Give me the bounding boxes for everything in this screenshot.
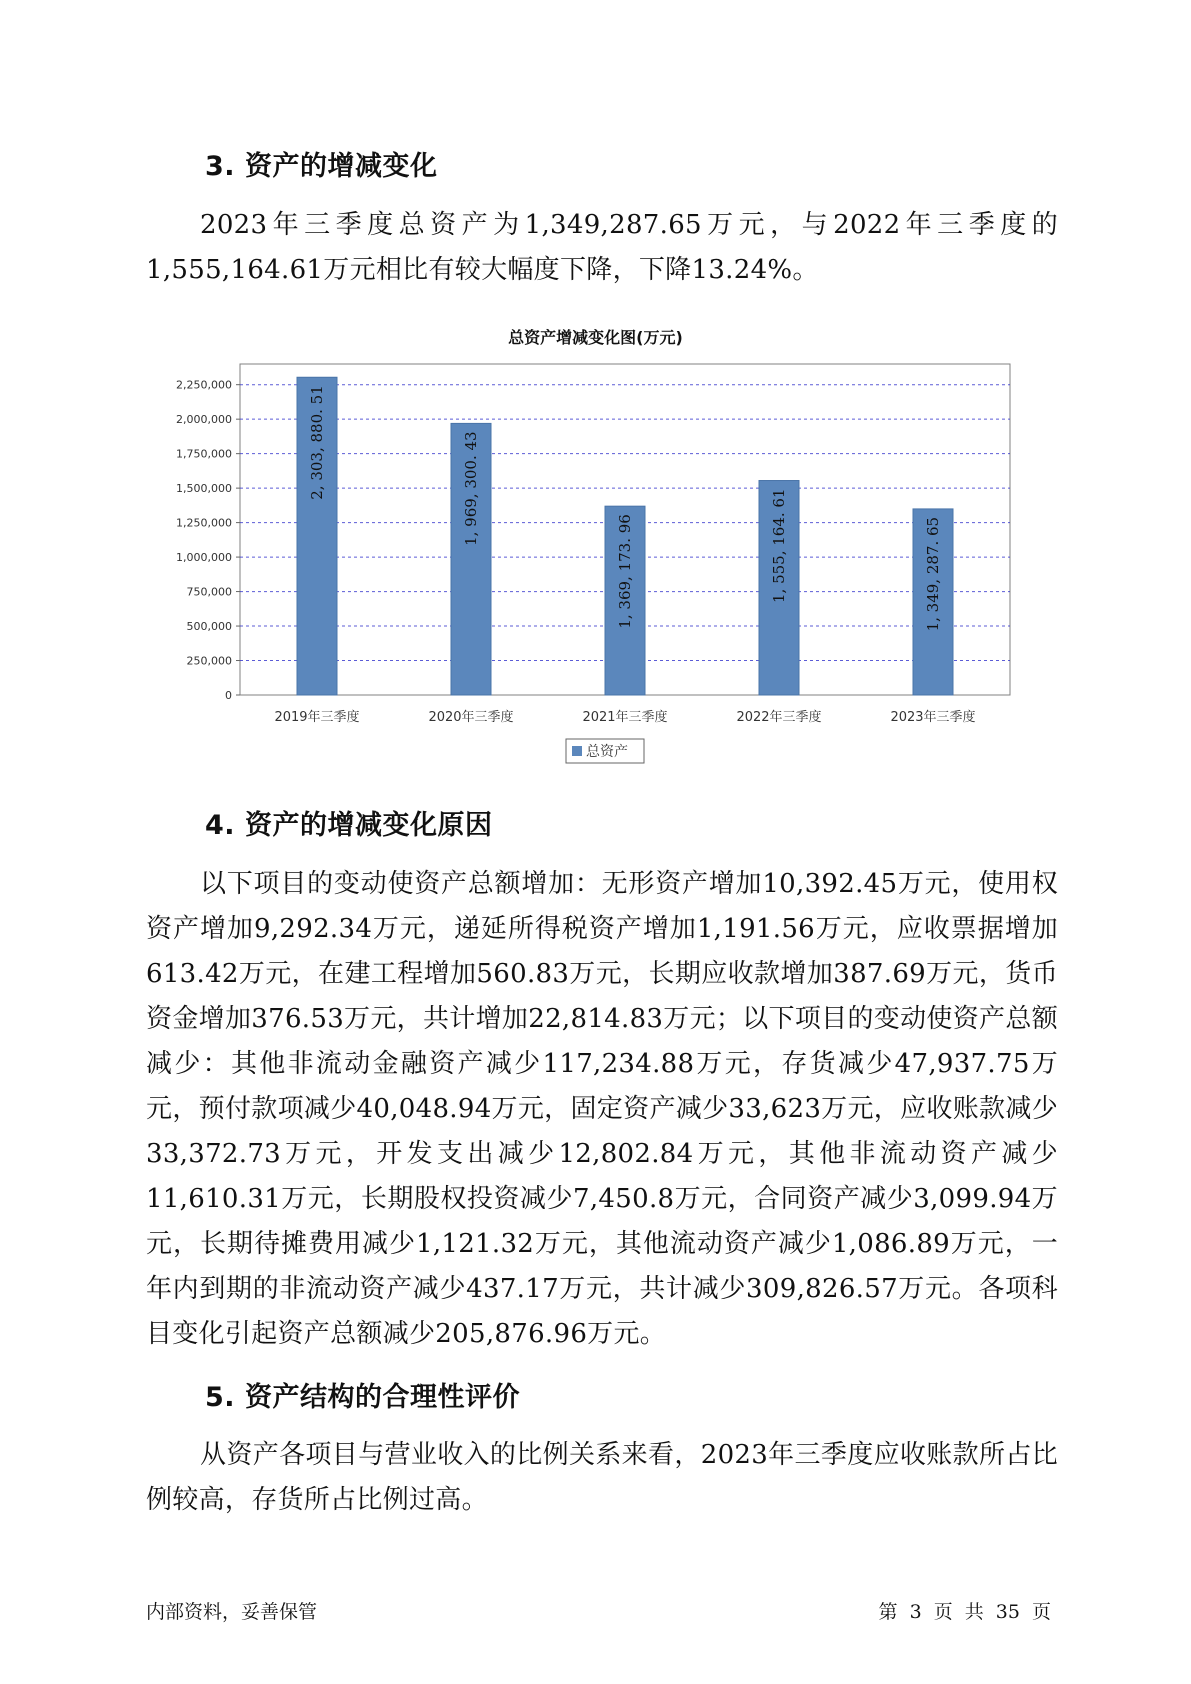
y-tick-label: 0 <box>225 689 232 702</box>
x-tick-label: 2023年三季度 <box>890 710 976 725</box>
y-tick-label: 1,750,000 <box>176 447 232 461</box>
section-5-paragraph: 从资产各项目与营业收入的比例关系来看，2023年三季度应收账款所占比例较高，存货所占比例过高。 <box>146 1440 1058 1515</box>
footer-page-number: 第 3 页 共 35 页 <box>878 1601 1051 1623</box>
bar-data-label: 1, 349, 287. 65 <box>924 516 942 632</box>
legend-label: 总资产 <box>586 744 628 760</box>
y-tick-label: 1,000,000 <box>176 551 232 565</box>
section-4-heading: 4. 资产的增减变化原因 <box>205 810 493 841</box>
y-tick-label: 2,250,000 <box>176 378 232 392</box>
x-tick-label: 2020年三季度 <box>428 710 514 725</box>
bar-data-label: 1, 969, 300. 43 <box>462 431 480 546</box>
chart-title: 总资产增减变化图(万元) <box>508 328 683 347</box>
y-tick-label: 500,000 <box>186 620 232 634</box>
x-tick-label: 2021年三季度 <box>582 710 668 725</box>
bar-data-label: 2, 303, 880. 51 <box>308 385 326 500</box>
section-4-paragraph: 以下项目的变动使资产总额增加：无形资产增加10,392.45万元，使用权资产增加9,292.34万元，递延所得税资产增加1,191.56万元，应收票据增加613.42万元，在建工程增加560.83万元，长期应收款增加387.69万元，货币资金增加376.53万元，共计增加22,814.83万元；以下项目的变动使资产总额减少：其他非流动金融资产减少117,234.88万元，存货减少47,937.75万元，预付款项减少40,048.94万元，固定资产减少33,623万元，应收账款减少33,372.73万元，开发支出减少12,802.84万元，其他非流动资产减少11,610.31万元，长期股权投资减少7,450.8万元，合同资产减少3,099.94万元，长期待摊费用减少1,121.32万元，其他流动资产减少1,086.89万元，一年内到期的非流动资产减少437.17万元，共计减少309,826.57万元。各项科目变化引起资产总额减少205,876.96万元。 <box>146 869 1058 1349</box>
x-tick-label: 2022年三季度 <box>736 710 822 725</box>
y-tick-label: 750,000 <box>186 585 232 599</box>
bar-data-label: 1, 555, 164. 61 <box>770 488 788 604</box>
section-5-heading: 5. 资产结构的合理性评价 <box>205 1382 520 1413</box>
y-tick-label: 2,000,000 <box>176 413 232 427</box>
y-tick-label: 1,500,000 <box>176 482 232 496</box>
footer-confidential-note: 内部资料，妥善保管 <box>146 1601 318 1623</box>
bar-data-label: 1, 369, 173. 96 <box>616 514 634 629</box>
y-tick-label: 1,250,000 <box>176 516 232 530</box>
section-3-paragraph: 2023年三季度总资产为1,349,287.65万元，与2022年三季度的1,555,164.61万元相比有较大幅度下降，下降13.24%。 <box>146 210 1058 285</box>
x-tick-label: 2019年三季度 <box>274 710 360 725</box>
asset-bar-chart <box>0 0 1191 780</box>
legend-swatch <box>572 746 582 756</box>
y-tick-label: 250,000 <box>186 654 232 668</box>
section-3-heading: 3. 资产的增减变化 <box>205 151 438 182</box>
